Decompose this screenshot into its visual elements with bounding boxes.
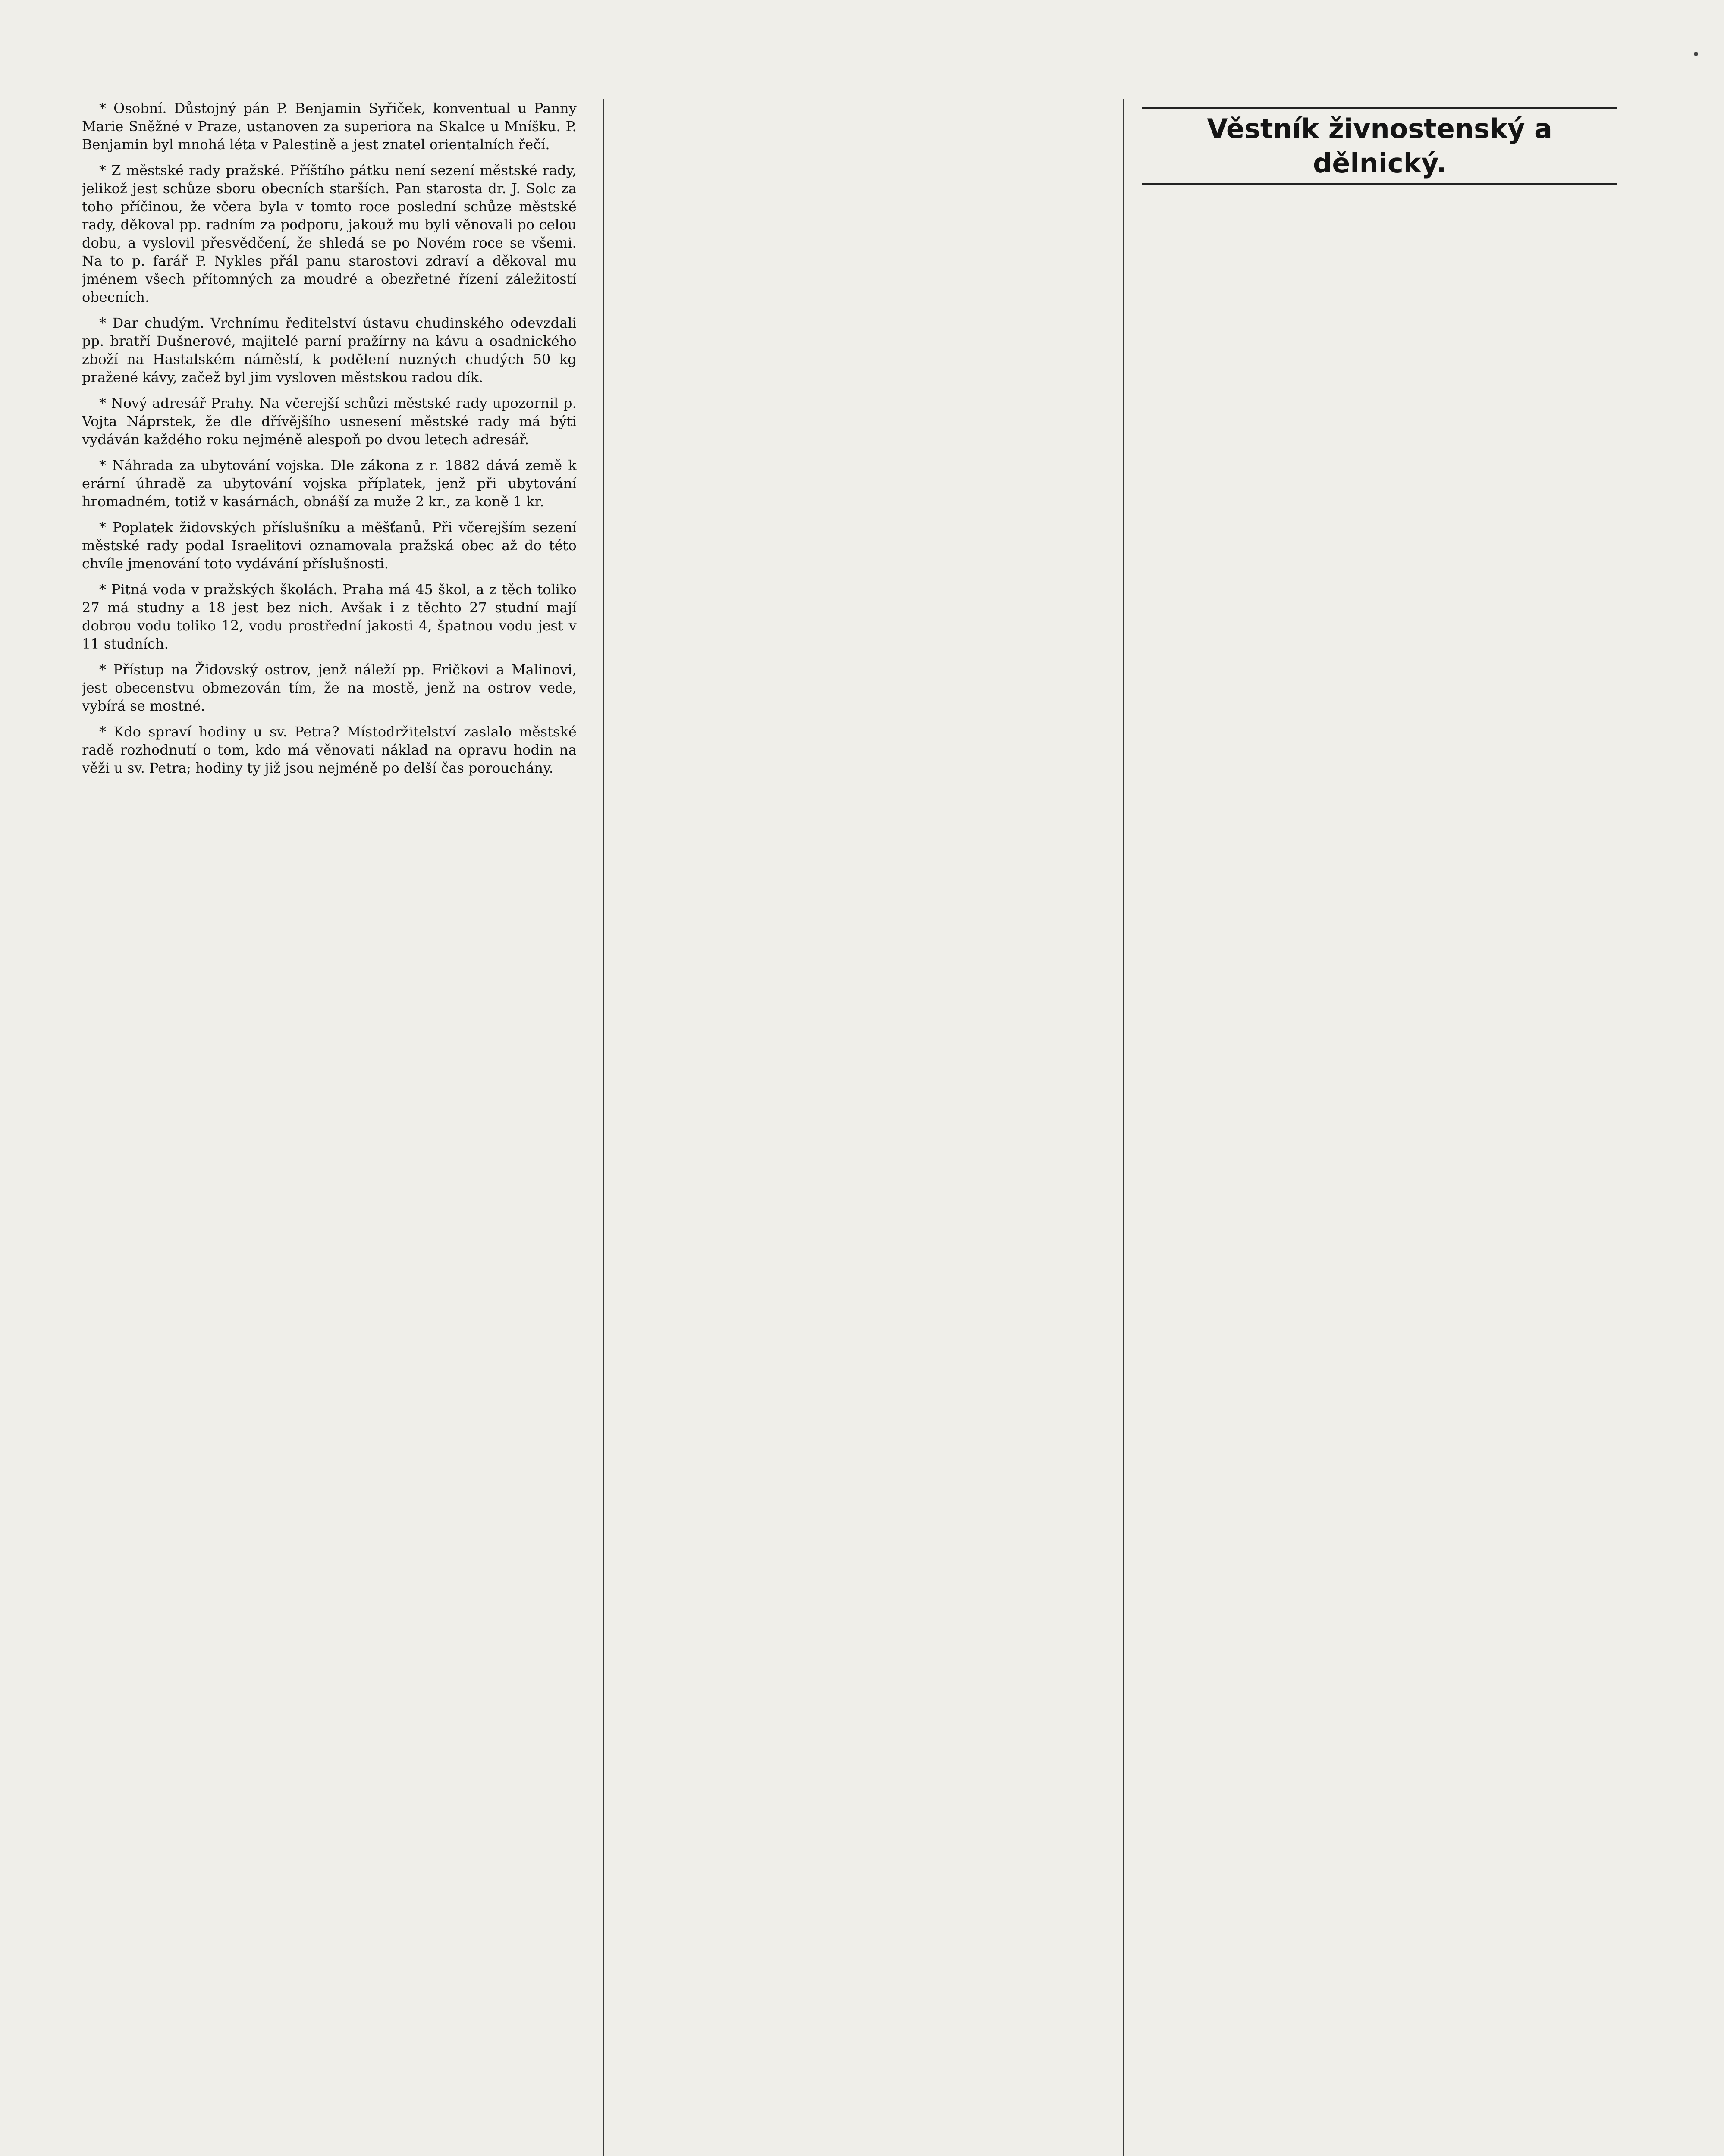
news-item-ubytovani-vojska: * Náhrada za ubytování vojska. Dle zákona z r. 1882 dává země k erární úhradě za ubytování vojska příplatek, jenž při ubytování hromadném, totiž v kasárnách, obnáší za muže 2 kr., za koně 1 kr. bbox=[82, 457, 577, 510]
page-edge-mark bbox=[1694, 52, 1698, 56]
news-item-mestske-rady: * Z městské rady pražské. Příštího pátku není sezení městské rady, jelikož jest schůze sboru obecních starších. Pan starosta dr. J. Solc za toho příčinou, že včera byla v tomto roce poslední schůze městské rady, děkoval pp. radním za podporu, jakouž mu byli věnovali po celou dobu, a vyslovil přesvědčení, že shledá se po Novém roce se všemi. Na to p. farář P. Nykles přál panu starostovi zdraví a děkoval mu jménem všech přítomných za moudré a obezřetné řízení záležitostí obecních. bbox=[82, 162, 577, 305]
news-item-poplatek-zidovskych: * Poplatek židovských příslušníku a měšťanů. Při včerejším sezení městské rady podal Israelitovi oznamovala pražská obec až do této chvíle jmenování toto vydávání příslušnosti. bbox=[82, 519, 577, 572]
news-item-adresar: * Nový adresář Prahy. Na včerejší schůzi městské rady upozornil p. Vojta Náprstek, že dle dřívějšího usnesení městské rady má býti vydáván každého roku nejméně alespoň po dvou letech adresář. bbox=[82, 395, 577, 448]
column-1 bbox=[82, 99, 577, 2156]
section-heading-wrap bbox=[1142, 107, 1617, 185]
news-item-zidovsky-ostrov: * Přístup na Židovský ostrov, jenž náleží pp. Fričkovi a Malinovi, jest obecenstvu obmezován tím, že na mostě, jenž na ostrov vede, vybírá se mostné. bbox=[82, 661, 577, 714]
column-3 bbox=[1123, 99, 1617, 2156]
news-item-hodiny-sv-petra: * Kdo spraví hodiny u sv. Petra? Místodržitelství zaslalo městské radě rozhodnutí o tom, kdo má věnovati náklad na opravu hodin na věži u sv. Petra; hodiny ty již jsou nejméně po delší čas porouchány. bbox=[82, 724, 577, 776]
column-2 bbox=[603, 99, 1097, 2156]
section-title-vestnik: Věstník živnostenský a dělnický. bbox=[1142, 107, 1617, 185]
news-item-osobni: * Osobní. Důstojný pán P. Benjamin Syřiček, konventual u Panny Marie Sněžné v Praze, ustanoven za superiora na Skalce u Mníšku. P. Benjamin byl mnohá léta v Palestině a jest znatel orientalních řečí. bbox=[82, 100, 577, 153]
newspaper-page bbox=[82, 99, 1617, 2156]
news-item-pitna-voda: * Pitná voda v pražských školách. Praha má 45 škol, a z těch toliko 27 má studny a 18 jest bez nich. Avšak i z těchto 27 studní mají dobrou vodu toliko 12, vodu prostřední jakosti 4, špatnou vodu jest v 11 studních. bbox=[82, 581, 577, 652]
news-item-dar-chudym: * Dar chudým. Vrchnímu ředitelství ústavu chudinského odevzdali pp. bratří Dušnerové, majitelé parní pražírny na kávu a osadnického zboží na Hastalském náměstí, k podělení nuzných chudých 50 kg pražené kávy, začež byl jim vysloven městskou radou dík. bbox=[82, 315, 577, 385]
